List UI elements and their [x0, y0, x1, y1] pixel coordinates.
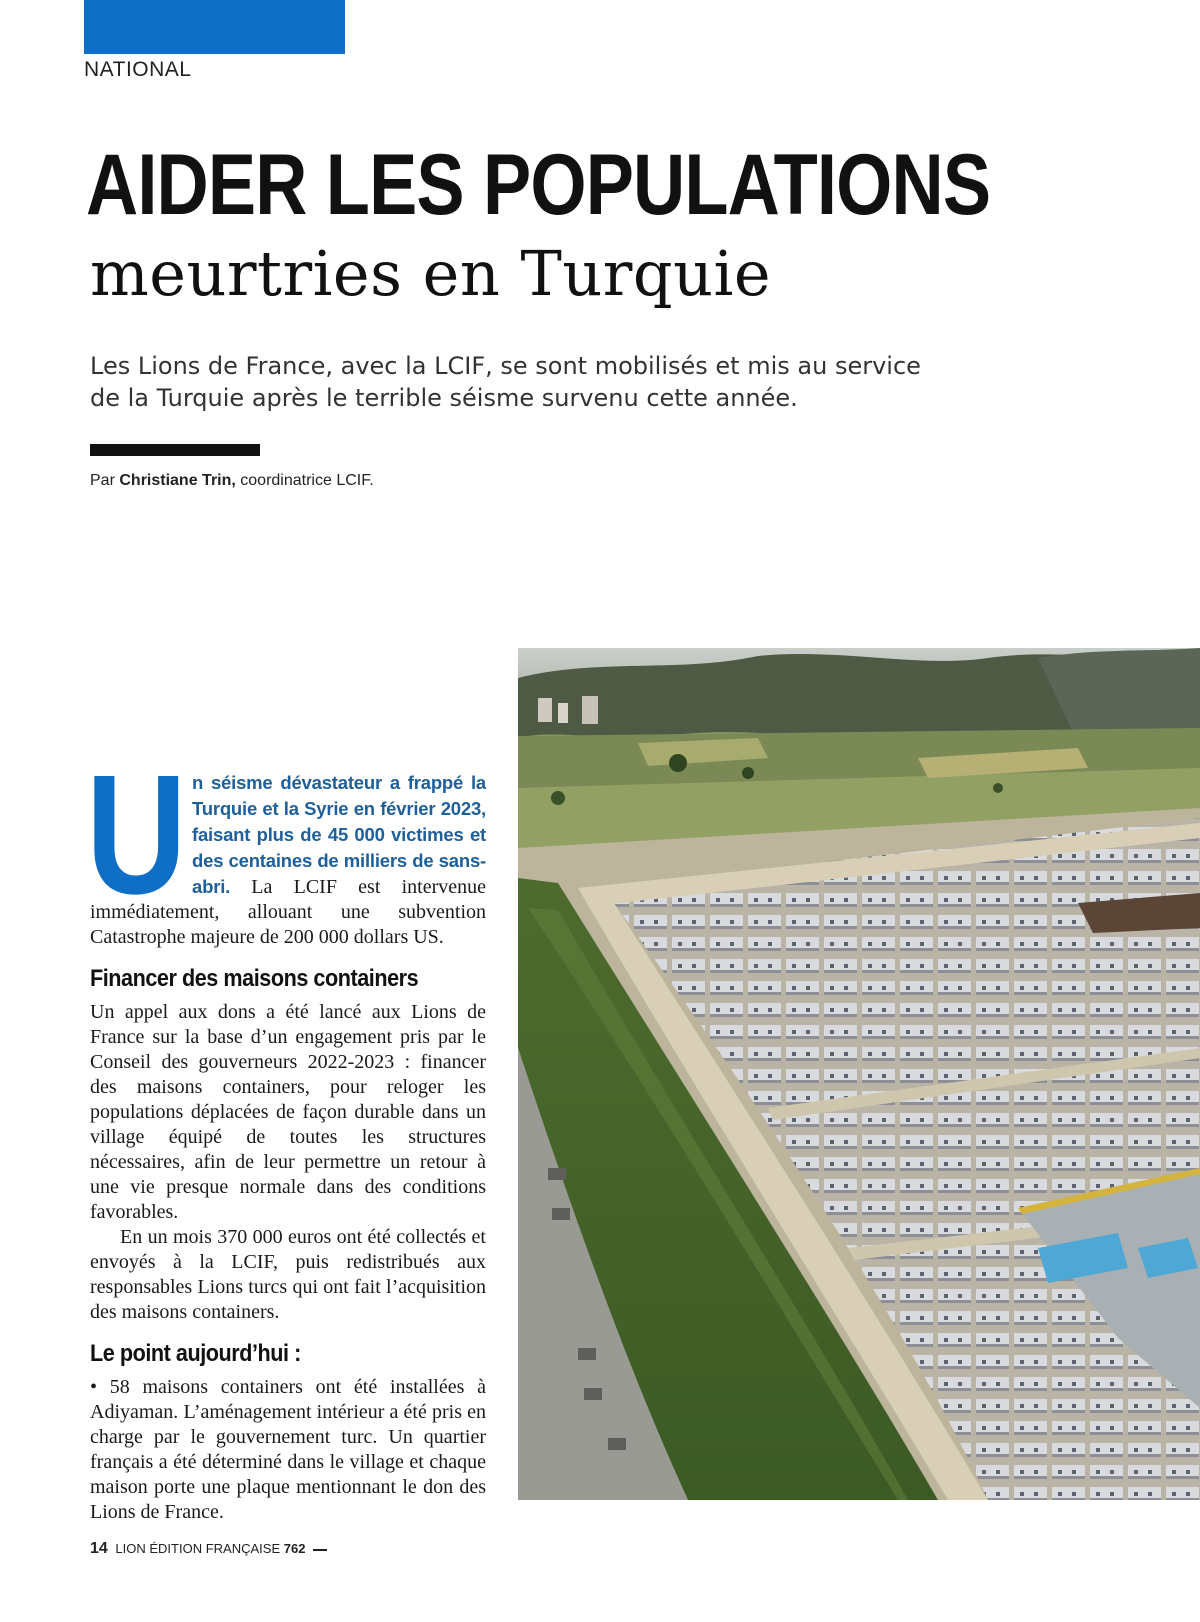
article-body [86, 740, 486, 1525]
lead-bold: n séisme dévastateur a frappé la Turquie et la Syrie en février 2023, faisant plus de 45 000 victimes et des centaines de milliers de sans-abri. [192, 772, 486, 897]
dropcap: U [86, 740, 187, 930]
paragraph: Un appel aux dons a été lancé aux Lions de France sur la base d’un engagement pris par le Conseil des gouverneurs 2022-2023 : financer des maisons containers, pour reloger les populations déplacées de façon durable dans un village équipé de toutes les structures nécessaires, afin de leur permettre un retour à une vie presque normale dans des conditions favorables. [90, 1001, 486, 1223]
paragraph: En un mois 370 000 euros ont été collectés et envoyés à la LCIF, puis redistribués aux responsables Lions turcs qui ont fait l’acquisition des maisons containers. [90, 1226, 486, 1323]
container-village-photo [518, 648, 1200, 1500]
byline-role: coordinatrice LCIF. [240, 472, 374, 489]
lead-rest: La LCIF est intervenue immédiatement, allouant une subvention Catastrophe majeure de 200 000 dollars US. [90, 876, 486, 948]
section-heading-point: Le point aujourd’hui : [90, 1340, 301, 1367]
section-label: NATIONAL [84, 58, 192, 81]
bullet-paragraph: • 58 maisons containers ont été installées à Adiyaman. L’aménagement intérieur a été pris en charge par le gouvernement turc. Un quartier français a été déterminé dans le village et chaque maison porte une plaque mentionnant le don des Lions de France. [90, 1376, 486, 1523]
article-intro: Les Lions de France, avec la LCIF, se sont mobilisés et mis au service de la Turquie après le terrible séisme survenu cette année. [90, 352, 921, 412]
byline-prefix: Par [90, 472, 115, 489]
section-heading-financer: Financer des maisons containers [90, 965, 419, 992]
publication-name: LION ÉDITION FRANÇAISE [115, 1541, 281, 1556]
article-subtitle: meurtries en Turquie [90, 237, 772, 310]
article-title: AIDER LES POPULATIONS [86, 137, 991, 233]
page-footer [90, 1540, 327, 1558]
title-rule [90, 444, 260, 456]
section-color-bar [84, 0, 345, 54]
issue-number: 762 [283, 1541, 306, 1556]
page-number: 14 [90, 1540, 108, 1557]
footer-dash [313, 1549, 327, 1551]
byline-author: Christiane Trin, [119, 472, 236, 489]
byline [90, 472, 374, 490]
